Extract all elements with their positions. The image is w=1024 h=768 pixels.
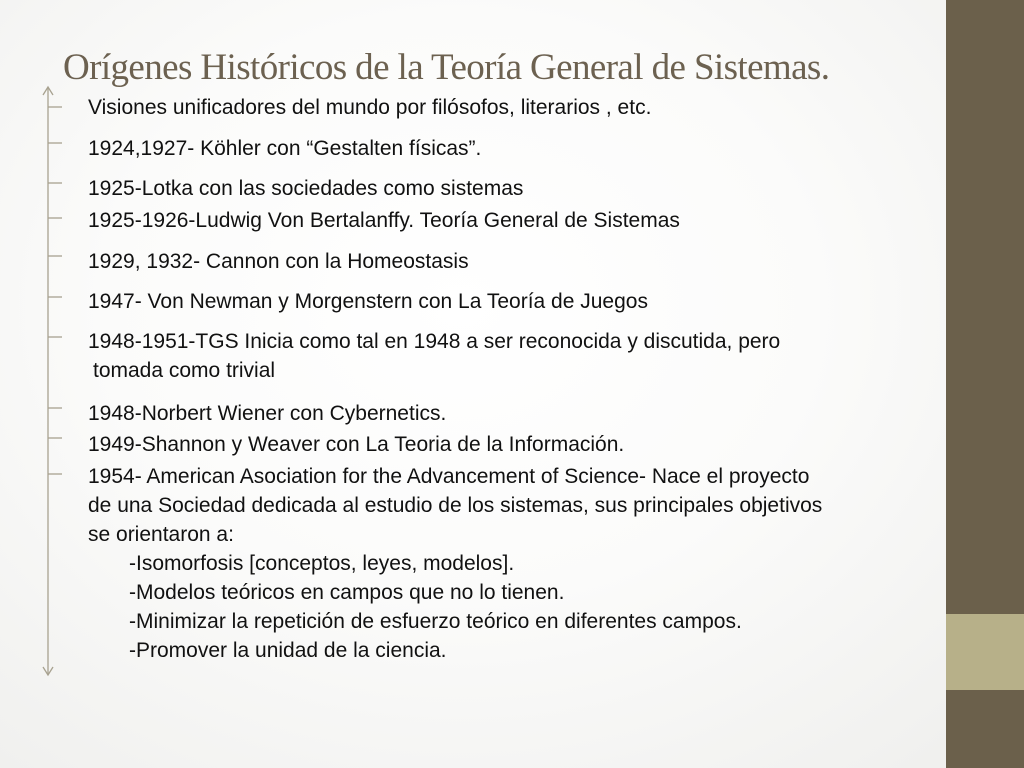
entry-text: 1929, 1932- Cannon con la Homeostasis bbox=[88, 250, 469, 273]
timeline-entry bbox=[88, 399, 446, 428]
entry-continuation: tomada como trivial bbox=[93, 359, 276, 382]
objective-item: -Isomorfosis [conceptos, leyes, modelos]. bbox=[129, 552, 515, 575]
entry-text: 1947- Von Newman y Morgenstern con La Teoría de Juegos bbox=[88, 290, 648, 313]
timeline-entry bbox=[88, 247, 469, 276]
entry-text: 1925-1926-Ludwig Von Bertalanffy. Teoría General de Sistemas bbox=[88, 209, 680, 232]
slide-title: Orígenes Históricos de la Teoría General de Sistemas. bbox=[63, 47, 830, 88]
timeline-arrow bbox=[38, 84, 62, 678]
entry-text: 1948-1951-TGS Inicia como tal en 1948 a ser reconocida y discutida, pero bbox=[88, 330, 781, 353]
timeline-entry bbox=[88, 174, 523, 203]
timeline-entry bbox=[88, 206, 680, 235]
decorative-side-bar bbox=[946, 0, 1024, 768]
entry-text: 1948-Norbert Wiener con Cybernetics. bbox=[88, 402, 447, 425]
timeline-entry-1954 bbox=[88, 462, 822, 665]
objective-item: -Promover la unidad de la ciencia. bbox=[129, 639, 447, 662]
timeline-entry bbox=[88, 327, 780, 385]
timeline-entry bbox=[88, 93, 651, 122]
objective-item: -Minimizar la repetición de esfuerzo teórico en diferentes campos. bbox=[129, 610, 742, 633]
timeline-entry bbox=[88, 287, 648, 316]
entry-line: de una Sociedad dedicada al estudio de los sistemas, sus principales objetivos bbox=[88, 494, 823, 517]
entry-line: se orientaron a: bbox=[88, 523, 234, 546]
entry-text: Visiones unificadores del mundo por filósofos, literarios , etc. bbox=[88, 96, 652, 119]
side-bar-accent-block bbox=[946, 614, 1024, 690]
entry-text: 1925-Lotka con las sociedades como sistemas bbox=[88, 177, 524, 200]
timeline-entry bbox=[88, 430, 624, 459]
timeline-entry bbox=[88, 134, 481, 163]
entry-text: 1949-Shannon y Weaver con La Teoria de la Información. bbox=[88, 433, 625, 456]
entry-text: 1924,1927- Köhler con “Gestalten físicas”. bbox=[88, 137, 482, 160]
entry-line: 1954- American Asociation for the Advancement of Science- Nace el proyecto bbox=[88, 465, 810, 488]
objective-item: -Modelos teóricos en campos que no lo tienen. bbox=[129, 581, 565, 604]
